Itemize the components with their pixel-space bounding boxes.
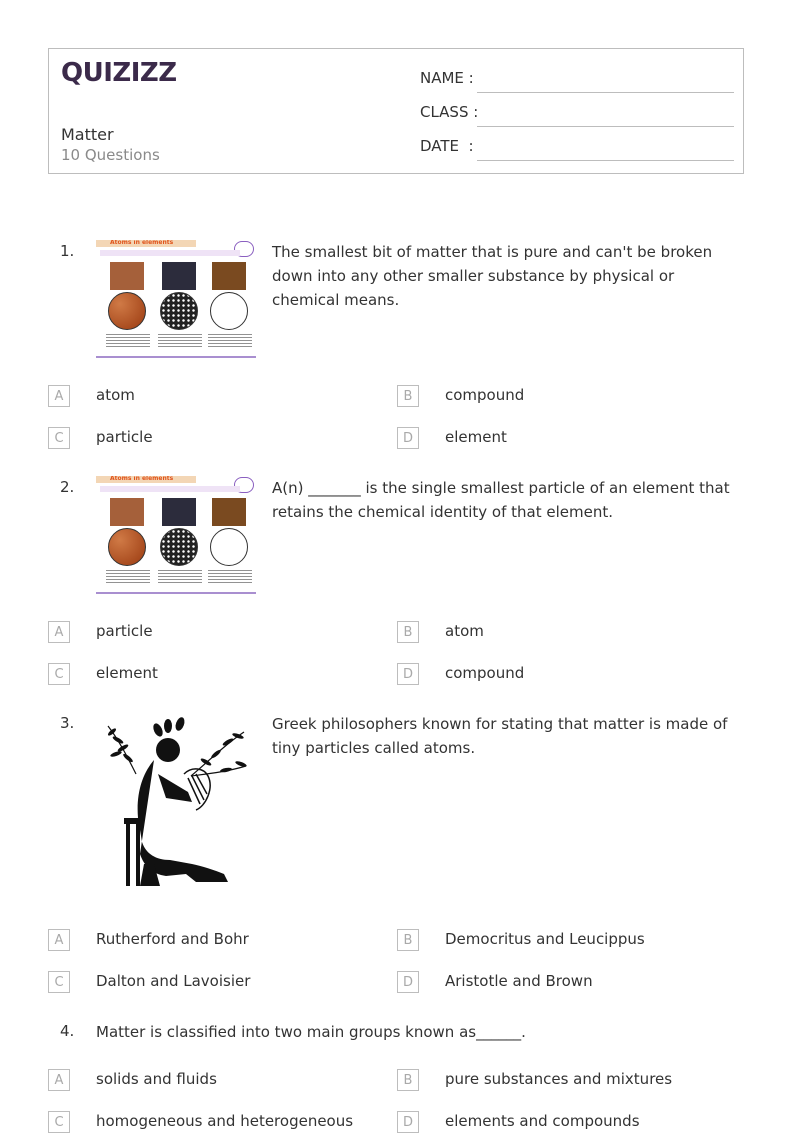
question-count: 10 Questions xyxy=(61,146,160,164)
option-text: Democritus and Leucippus xyxy=(445,930,645,948)
option-letter-box[interactable]: D xyxy=(397,1111,419,1133)
date-label: DATE : xyxy=(420,137,474,155)
option-text: Aristotle and Brown xyxy=(445,972,593,990)
option-letter-box[interactable]: B xyxy=(397,385,419,407)
class-line[interactable] xyxy=(477,126,734,127)
option-text: element xyxy=(445,428,507,446)
worksheet-title: Matter xyxy=(61,125,114,144)
question-text: A(n) _______ is the single smallest particle of an element that retains the chemical identity of that element. xyxy=(272,479,730,521)
quizizz-logo: QUIZIZZ xyxy=(61,58,177,88)
option-letter-box[interactable]: A xyxy=(48,1069,70,1091)
worksheet-header xyxy=(48,48,744,174)
option-text: solids and fluids xyxy=(96,1070,217,1088)
option-text: pure substances and mixtures xyxy=(445,1070,673,1088)
option-letter-box[interactable]: A xyxy=(48,385,70,407)
option-letter-box[interactable]: C xyxy=(48,663,70,685)
option-letter-box[interactable]: D xyxy=(397,663,419,685)
option-text: compound xyxy=(445,664,525,682)
option-text: particle xyxy=(96,428,153,446)
option-letter-box[interactable]: B xyxy=(397,1069,419,1091)
class-label: CLASS : xyxy=(420,103,479,121)
question-number: 2. xyxy=(60,478,75,496)
option-text: compound xyxy=(445,386,525,404)
name-label: NAME : xyxy=(420,69,474,87)
option-text: element xyxy=(96,664,158,682)
question-number: 4. xyxy=(60,1022,75,1040)
option-letter-box[interactable]: C xyxy=(48,427,70,449)
option-text: atom xyxy=(445,622,484,640)
option-text: Dalton and Lavoisier xyxy=(96,972,251,990)
option-letter-box[interactable]: C xyxy=(48,971,70,993)
option-text: homogeneous and heterogeneous xyxy=(96,1112,354,1130)
option-text: atom xyxy=(96,386,135,404)
question-text: Greek philosophers known for stating that matter is made of tiny particles called atoms. xyxy=(272,715,728,757)
option-letter-box[interactable]: A xyxy=(48,621,70,643)
atoms-in-elements-image: Atoms in elements xyxy=(96,240,256,362)
option-letter-box[interactable]: D xyxy=(397,427,419,449)
option-text: particle xyxy=(96,622,153,640)
atoms-in-elements-image: Atoms in elements xyxy=(96,476,256,598)
question-text: Matter is classified into two main groups known as______. xyxy=(96,1023,526,1041)
option-text: Rutherford and Bohr xyxy=(96,930,249,948)
option-letter-box[interactable]: B xyxy=(397,929,419,951)
date-field[interactable] xyxy=(420,137,734,159)
name-line[interactable] xyxy=(477,92,734,93)
option-letter-box[interactable]: B xyxy=(397,621,419,643)
option-letter-box[interactable]: D xyxy=(397,971,419,993)
option-letter-box[interactable]: A xyxy=(48,929,70,951)
name-field[interactable] xyxy=(420,69,734,91)
question-number: 1. xyxy=(60,242,75,260)
class-field[interactable] xyxy=(420,103,734,125)
date-line[interactable] xyxy=(477,160,734,161)
question-text: The smallest bit of matter that is pure and can't be broken down into any other smaller substance by physical or chemical means. xyxy=(272,243,713,309)
option-letter-box[interactable]: C xyxy=(48,1111,70,1133)
question-number: 3. xyxy=(60,714,75,732)
option-text: elements and compounds xyxy=(445,1112,640,1130)
greek-philosopher-image xyxy=(96,714,256,890)
